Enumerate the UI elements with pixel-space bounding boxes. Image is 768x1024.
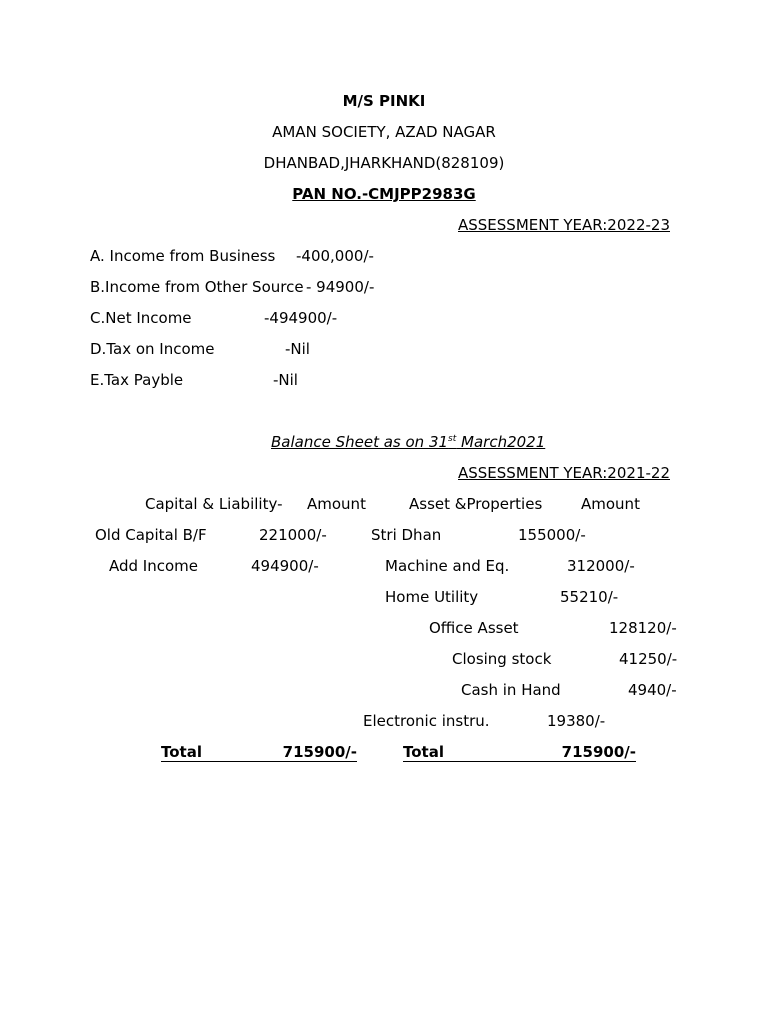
header-asset-amount: Amount (581, 495, 640, 513)
total-liabilities (161, 743, 357, 762)
asset-machine-label: Machine and Eq. (385, 557, 510, 575)
total-liabilities-amount: 715900/- (282, 743, 357, 761)
address-line-1: AMAN SOCIETY, AZAD NAGAR (272, 123, 496, 141)
total-assets-label: Total (403, 743, 444, 761)
balance-sheet-title (271, 433, 545, 451)
firm-name: M/S PINKI (342, 92, 426, 110)
asset-closing-stock-label: Closing stock (452, 650, 552, 668)
liability-add-income-amount: 494900/- (251, 557, 319, 575)
net-income-label: C.Net Income (90, 309, 192, 327)
tax-payable-label: E.Tax Payble (90, 371, 184, 389)
income-other-value: - 94900/- (306, 278, 375, 296)
liability-add-income-label: Add Income (109, 557, 199, 575)
liability-old-capital-amount: 221000/- (259, 526, 327, 544)
asset-electronic-label: Electronic instru. (363, 712, 490, 730)
tax-payable-value: -Nil (273, 371, 298, 389)
asset-home-utility-amount: 55210/- (560, 588, 619, 606)
balance-sheet-title-prefix: Balance Sheet as on 31 (271, 433, 449, 451)
income-other-label: B.Income from Other Source (90, 278, 304, 296)
asset-stri-dhan-label: Stri Dhan (371, 526, 442, 544)
income-business-value: -400,000/- (296, 247, 374, 265)
total-assets (403, 743, 636, 762)
address-line-2: DHANBAD,JHARKHAND(828109) (263, 154, 505, 172)
total-assets-amount: 715900/- (561, 743, 636, 761)
header-liability-amount: Amount (307, 495, 366, 513)
total-liabilities-label: Total (161, 743, 202, 761)
balance-sheet-title-suffix: March2021 (456, 433, 546, 451)
income-business-label: A. Income from Business (90, 247, 276, 265)
liability-old-capital-label: Old Capital B/F (95, 526, 207, 544)
assessment-year-current: ASSESSMENT YEAR:2022-23 (458, 216, 670, 234)
header-liability: Capital & Liability- (145, 495, 283, 513)
asset-stri-dhan-amount: 155000/- (518, 526, 586, 544)
tax-on-income-value: -Nil (285, 340, 310, 358)
tax-on-income-label: D.Tax on Income (90, 340, 215, 358)
balance-sheet-title-sup: st (448, 434, 457, 444)
asset-cash-label: Cash in Hand (461, 681, 561, 699)
asset-cash-amount: 4940/- (628, 681, 677, 699)
header-asset: Asset &Properties (409, 495, 543, 513)
asset-office-amount: 128120/- (609, 619, 677, 637)
asset-office-label: Office Asset (429, 619, 519, 637)
net-income-value: -494900/- (264, 309, 338, 327)
assessment-year-previous: ASSESSMENT YEAR:2021-22 (458, 464, 670, 482)
asset-electronic-amount: 19380/- (547, 712, 606, 730)
asset-home-utility-label: Home Utility (385, 588, 479, 606)
asset-machine-amount: 312000/- (567, 557, 635, 575)
pan-number: PAN NO.-CMJPP2983G (292, 185, 476, 203)
asset-closing-stock-amount: 41250/- (619, 650, 678, 668)
